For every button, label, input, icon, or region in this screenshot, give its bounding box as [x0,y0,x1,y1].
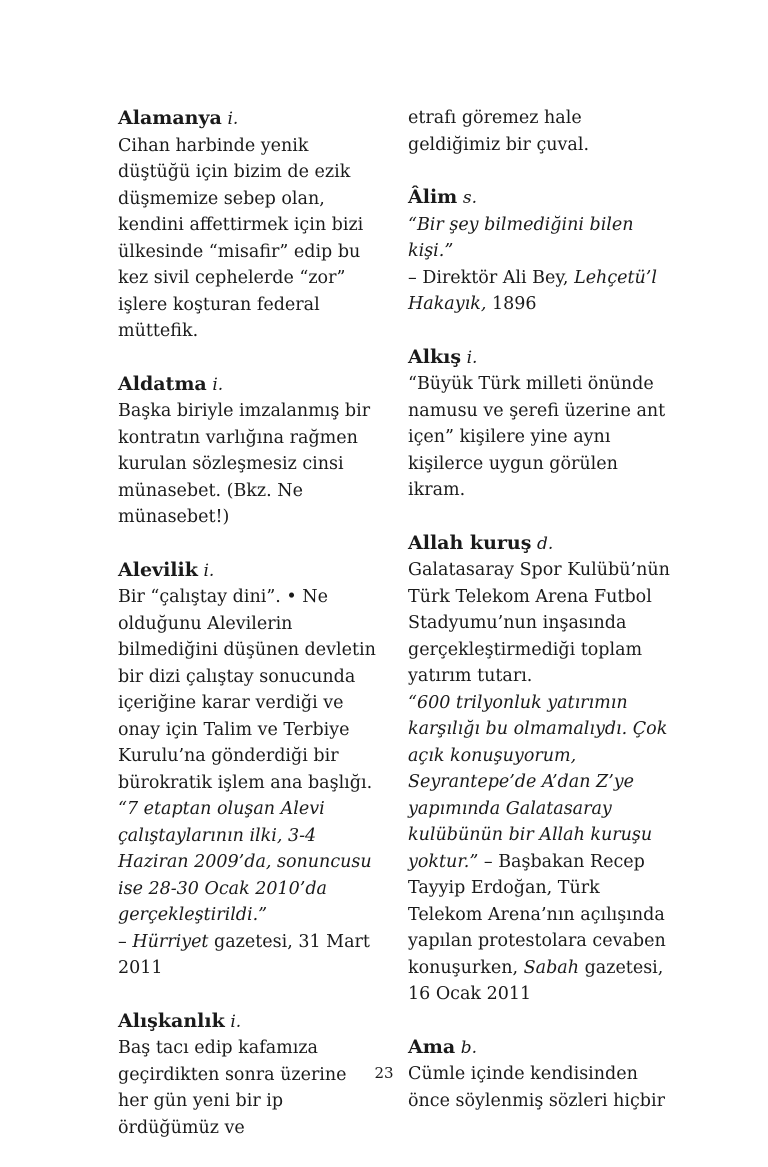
entry-alkis [408,344,670,504]
definition: Baş tacı edip kafamıza geçirdikten sonra üzerine her gün yeni bir ip ördüğümüz ve [118,1038,347,1138]
citation-year: 1896 [491,294,537,314]
entry-heading [408,184,670,212]
citation [118,929,380,982]
left-column [118,105,380,1167]
part-of-speech: s. [462,188,477,208]
entry-heading [118,1008,380,1036]
citation-author: – Başbakan Recep Tayyip Erdoğan, Türk Telekom Arena’nın açılışında yapılan protestolara cevaben konuşurken, [408,851,666,978]
headword: Âlim [408,186,458,208]
headword: Alışkanlık [118,1009,225,1032]
entry-heading [118,371,380,399]
headword: Alkış [408,345,462,368]
part-of-speech: i. [212,374,224,395]
citation-dash: – [118,931,127,952]
continued-definition: etrafı göremez hale geldiğimiz bir çuval. [408,108,590,155]
definition: Galatasaray Spor Kulübü’nün Türk Telekom Arena Futbol Stadyumu’nun inşasında gerçekleştirmediği toplam yatırım tutarı. [408,560,670,686]
citation-source: Sabah [523,957,580,978]
part-of-speech: i. [230,1011,242,1032]
entry-heading [408,344,670,372]
quotation-with-citation [408,690,670,1008]
definition: “Büyük Türk milleti önünde namusu ve şerefi üzerine ant içen” kişilere yine aynı kişilerce uygun görülen ikram. [408,374,666,500]
page-number: 23 [374,1064,394,1082]
citation-source: Hürriyet [132,931,209,952]
entry-heading [118,557,380,585]
definition: Bir “çalıştay dini”. • Ne olduğunu Alevilerin bilmediğini düşünen devletin bir dizi çalıştay sonucunda içeriğine karar verdiği ve onay için Talim ve Terbiye Kurulu’na gönderdiği bir bürokratik işlem ana başlığı. [118,587,376,793]
entry-allah-kurus [408,530,670,1008]
headword: Alevilik [118,558,198,581]
definition: Cümle içinde kendisinden önce söylenmiş sözleri hiçbir [408,1064,665,1111]
part-of-speech: b. [460,1037,478,1058]
citation-author: – Direktör Ali Bey, [408,267,569,288]
right-column [408,105,670,1140]
entry-heading [408,1034,670,1062]
part-of-speech: i. [466,347,478,368]
entry-alamanya [118,105,380,345]
definition: Cihan harbinde yenik düştüğü için bizim de ezik düşmemize sebep olan, kendini affettirmek için bizi ülkesinde “misafir” edip bu kez sivil cephelerde “zor” işlere koşturan federal müttefik. [118,135,364,341]
citation-source: Lehçetü’l Hakayık, [408,267,657,314]
entry-aldatma [118,371,380,531]
quotation: “7 etaptan oluşan Alevi çalıştaylarının ilki, 3-4 Haziran 2009’da, sonuncusu ise 28-30 Ocak 2010’da gerçekleştirildi.” [118,799,372,925]
entry-alevilik [118,557,380,982]
part-of-speech: i. [203,560,215,581]
citation-detail: gazetesi, 16 Ocak 2011 [408,957,664,1004]
part-of-speech: d. [537,533,554,554]
part-of-speech: i. [227,109,239,129]
entry-alim [408,184,670,318]
quotation: “Bir şey bilmediğini bilen kişi.” [408,214,634,261]
definition: Başka biriyle imzalanmış bir kontratın varlığına rağmen kurulan sözleşmesiz cinsi münasebet. (Bkz. Ne münasebet!) [118,401,371,527]
citation [408,265,670,318]
quotation: “600 trilyonluk yatırımın karşılığı bu olmamalıydı. Çok açık konuşuyorum, Seyrantepe’de A’dan Z’ye yapımında Galatasaray kulübünün bir Allah kuruşu yoktur.” [408,692,668,872]
citation-detail: gazetesi, 31 Mart 2011 [118,931,370,978]
headword: Allah kuruş [408,531,532,554]
entry-heading [408,530,670,558]
headword: Ama [408,1035,456,1058]
entry-heading [118,105,380,133]
headword: Aldatma [118,372,207,395]
headword: Alamanya [118,107,222,129]
